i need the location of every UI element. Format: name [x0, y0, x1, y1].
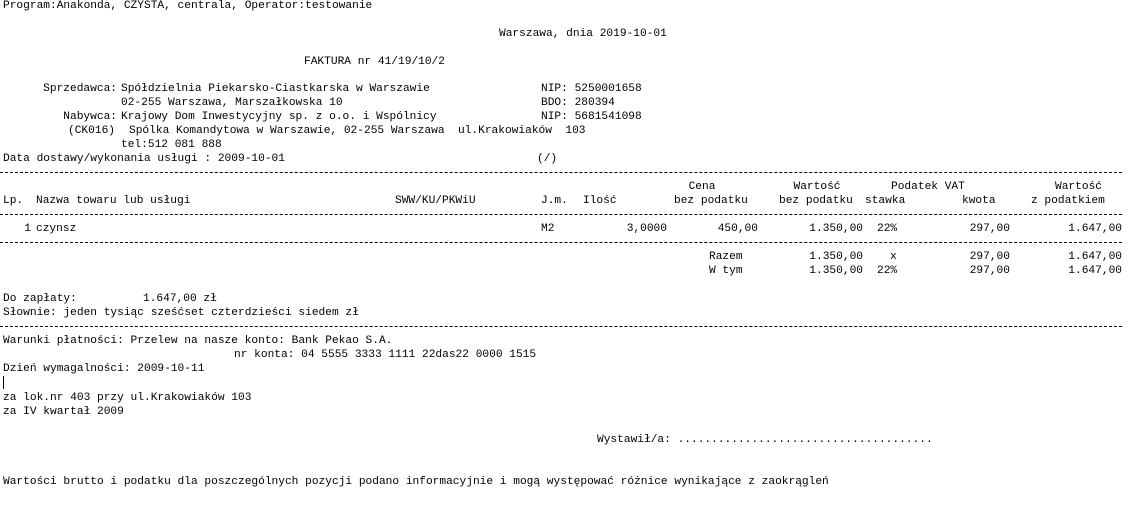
row-jm: M2 — [541, 223, 555, 235]
buyer-label: Nabywca: — [63, 111, 117, 123]
totals-label: W tym — [709, 265, 743, 277]
totals-net: 1.350,00 — [809, 251, 863, 263]
row-lp: 1 — [24, 223, 31, 235]
totals-vat: 297,00 — [969, 265, 1010, 277]
delivery-date: Data dostawy/wykonania usługi : 2009-10-01 — [3, 153, 285, 165]
header-vat-rate: stawka — [865, 195, 906, 207]
delivery-slash: (/) — [537, 153, 558, 165]
totals-label: Razem — [709, 251, 743, 263]
header-sww: SWW/KU/PKWiU — [395, 195, 476, 207]
buyer-phone: tel:512 081 888 — [121, 139, 222, 151]
text-cursor[interactable] — [3, 376, 4, 389]
row-name: czynsz — [36, 223, 77, 235]
seller-nip: NIP: 5250001658 — [541, 83, 642, 95]
header-vat-amount: kwota — [962, 195, 996, 207]
row-price: 450,00 — [717, 223, 758, 235]
rounding-disclaimer: Wartości brutto i podatku dla poszczególnych pozycji podano informacyjnie i mogą występować różnice wynikające z zaokrągleń — [3, 476, 829, 488]
header-net-bottom: bez podatku — [779, 195, 853, 207]
header-price-bottom: bez podatku — [674, 195, 748, 207]
row-rate: 22% — [877, 223, 898, 235]
header-name: Nazwa towaru lub usługi — [36, 195, 191, 207]
header-price-top: Cena — [688, 181, 716, 193]
totals-gross: 1.647,00 — [1068, 251, 1122, 263]
payment-rule — [0, 326, 1122, 327]
issuer-signature: Wystawił/a: ...................................... — [597, 434, 933, 446]
row-vat: 297,00 — [969, 223, 1010, 235]
totals-rate: 22% — [877, 265, 898, 277]
header-gross-top: Wartość — [1055, 181, 1102, 193]
totals-vat: 297,00 — [969, 251, 1010, 263]
header-lp: Lp. — [3, 195, 24, 207]
bank-account: nr konta: 04 5555 3333 1111 22das22 0000 1515 — [234, 349, 537, 361]
payment-terms: Warunki płatności: Przelew na nasze konto: Bank Pekao S.A. — [3, 335, 393, 347]
buyer-name: Krajowy Dom Inwestycyjny sp. z o.o. i Wspólnicy — [121, 111, 437, 123]
due-amount: 1.647,00 zł — [143, 293, 217, 305]
header-gross-bottom: z podatkiem — [1031, 195, 1105, 207]
row-qty: 3,0000 — [626, 223, 667, 235]
table-top-rule — [0, 172, 1122, 173]
totals-rate: x — [890, 251, 897, 263]
rows-bottom-rule — [0, 242, 1122, 243]
seller-label: Sprzedawca: — [43, 83, 117, 95]
seller-bdo: BDO: 280394 — [541, 97, 615, 109]
buyer-address: Spólka Komandytowa w Warszawie, 02-255 Warszawa ul.Krakowiaków 103 — [129, 125, 586, 137]
row-gross: 1.647,00 — [1068, 223, 1122, 235]
place-date: Warszawa, dnia 2019-10-01 — [499, 28, 667, 40]
header-net-top: Wartość — [793, 181, 841, 193]
header-qty: Ilość — [583, 195, 617, 207]
header-bottom-rule — [0, 214, 1122, 215]
due-date: Dzień wymagalności: 2009-10-11 — [3, 363, 205, 375]
note-line: za lok.nr 403 przy ul.Krakowiaków 103 — [3, 392, 252, 404]
invoice-title: FAKTURA nr 41/19/10/2 — [304, 56, 445, 68]
seller-name: Spółdzielnia Piekarsko-Ciastkarska w Warszawie — [121, 83, 430, 95]
due-label: Do zapłaty: — [3, 293, 77, 305]
program-line: Program:Anakonda, CZYSTA, centrala, Operator:testowanie — [3, 0, 373, 12]
seller-address: 02-255 Warszawa, Marszałkowska 10 — [121, 97, 343, 109]
row-net: 1.350,00 — [809, 223, 863, 235]
note-line: za IV kwartał 2009 — [3, 406, 124, 418]
header-jm: J.m. — [541, 195, 568, 207]
totals-gross: 1.647,00 — [1068, 265, 1122, 277]
amount-in-words: Słownie: jeden tysiąc sześćset czterdzieści siedem zł — [3, 307, 359, 319]
header-vat-top: Podatek VAT — [891, 181, 965, 193]
buyer-nip: NIP: 5681541098 — [541, 111, 642, 123]
buyer-code: (CK016) — [68, 125, 115, 137]
totals-net: 1.350,00 — [809, 265, 863, 277]
